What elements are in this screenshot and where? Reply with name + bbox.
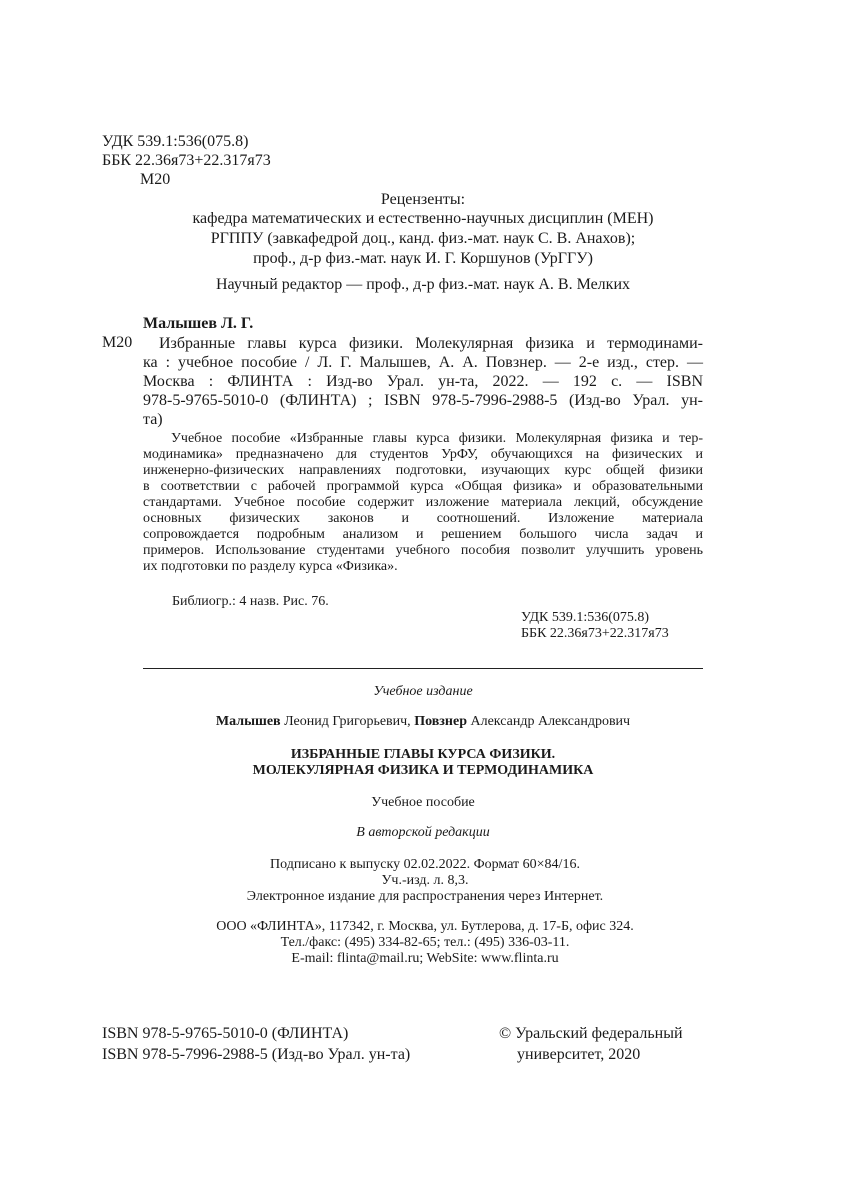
divider-line bbox=[143, 668, 703, 669]
author1-surname: Малышев bbox=[215, 714, 281, 729]
title-line-2: МОЛЕКУЛЯРНАЯ ФИЗИКА И ТЕРМОДИНАМИКА bbox=[252, 763, 594, 778]
signed-line: Подписано к выпуску 02.02.2022. Формат 60×84/16. bbox=[270, 857, 580, 872]
top-udk: УДК 539.1:536(075.8) bbox=[102, 133, 249, 150]
top-author-mark: М20 bbox=[140, 171, 171, 188]
annotation-bbk: ББК 22.36я73+22.317я73 bbox=[521, 626, 669, 641]
authors-line bbox=[143, 714, 703, 730]
title-line-1: ИЗБРАННЫЕ ГЛАВЫ КУРСА ФИЗИКИ. bbox=[290, 747, 556, 762]
annotation-line: стандартами. Учебное пособие содержит изложение материала лекций, обсуждение bbox=[143, 495, 703, 510]
bibliography-note: Библиогр.: 4 назв. Рис. 76. bbox=[172, 594, 329, 609]
annotation-line: их подготовки по разделу курса «Физика». bbox=[143, 559, 398, 574]
publisher-info bbox=[143, 919, 707, 967]
isbn-flinta: ISBN 978-5-9765-5010-0 (ФЛИНТА) bbox=[102, 1025, 349, 1042]
publisher-contacts: E-mail: flinta@mail.ru; WebSite: www.flinta.ru bbox=[291, 951, 559, 966]
author2-name: Александр Александрович bbox=[466, 714, 631, 729]
record-mark: М20 bbox=[102, 334, 133, 351]
record-description bbox=[143, 334, 703, 429]
reviewers-block bbox=[100, 190, 746, 269]
footer-isbn-block bbox=[102, 1023, 410, 1065]
record-line: та) bbox=[143, 411, 163, 428]
record-author: Малышев Л. Г. bbox=[143, 315, 254, 332]
annotation-line: Учебное пособие «Избранные главы курса физики. Молекулярная физика и тер- bbox=[171, 431, 703, 446]
annotation-line: сопровождается подробным анализом и решением большого числа задач и bbox=[143, 527, 703, 542]
author1-name: Леонид Григорьевич, bbox=[280, 714, 415, 729]
author2-surname: Повзнер bbox=[414, 714, 467, 729]
record-line: Москва : ФЛИНТА : Изд-во Урал. ун-та, 2022. — 192 с. — ISBN bbox=[143, 373, 703, 390]
annotation-line: в соответствии с рабочей программой курса «Общая физика» и образовательными bbox=[143, 479, 703, 494]
annotation-udk: УДК 539.1:536(075.8) bbox=[521, 610, 650, 625]
book-title bbox=[143, 747, 703, 779]
print-info bbox=[143, 857, 707, 905]
reviewer-line: кафедра математических и естественно-научных дисциплин (МЕН) bbox=[192, 210, 654, 227]
annotation-line: основных физических законов и соотношений. Изложение материала bbox=[143, 511, 703, 526]
isbn-ural: ISBN 978-5-7996-2988-5 (Изд-во Урал. ун-та) bbox=[102, 1046, 411, 1063]
top-bbk: ББК 22.36я73+22.317я73 bbox=[102, 152, 271, 169]
annotation bbox=[143, 431, 703, 575]
copyright-line-2: университет, 2020 bbox=[517, 1046, 641, 1063]
reviewer-line: проф., д-р физ.-мат. наук И. Г. Коршунов (УрГГУ) bbox=[253, 250, 593, 267]
scientific-editor: Научный редактор — проф., д-р физ.-мат. наук А. В. Мелких bbox=[216, 276, 630, 293]
footer-copyright-block bbox=[499, 1023, 683, 1065]
distribution-line: Электронное издание для распространения через Интернет. bbox=[246, 889, 604, 904]
record-line: ка : учебное пособие / Л. Г. Малышев, А. А. Повзнер. — 2-е изд., стер. — bbox=[143, 354, 703, 371]
annotation-line: примеров. Использование студентами учебного пособия позволит улучшить уровень bbox=[143, 543, 703, 558]
edition-type: Учебное издание bbox=[373, 684, 473, 699]
annotation-line: инженерно-физических направлениях подготовки, изучающих курс общей физики bbox=[143, 463, 703, 478]
redaction-note: В авторской редакции bbox=[356, 825, 490, 840]
publisher-address: ООО «ФЛИНТА», 117342, г. Москва, ул. Бутлерова, д. 17-Б, офис 324. bbox=[216, 919, 634, 934]
record-line: 978-5-9765-5010-0 (ФЛИНТА) ; ISBN 978-5-7996-2988-5 (Изд-во Урал. ун- bbox=[143, 392, 703, 409]
reviewers-heading: Рецензенты: bbox=[380, 191, 466, 208]
reviewer-line: РГППУ (завкафедрой доц., канд. физ.-мат. наук С. В. Анахов); bbox=[210, 230, 636, 247]
copyright-line-1: © Уральский федеральный bbox=[499, 1025, 683, 1042]
book-type: Учебное пособие bbox=[371, 795, 475, 810]
record-line: Избранные главы курса физики. Молекулярная физика и термодинами- bbox=[159, 335, 703, 352]
publisher-phones: Тел./факс: (495) 334-82-65; тел.: (495) 336-03-11. bbox=[280, 935, 570, 950]
sheets-line: Уч.-изд. л. 8,3. bbox=[381, 873, 469, 888]
annotation-line: модинамика» предназначено для студентов УрФУ, обучающихся на физических и bbox=[143, 447, 703, 462]
